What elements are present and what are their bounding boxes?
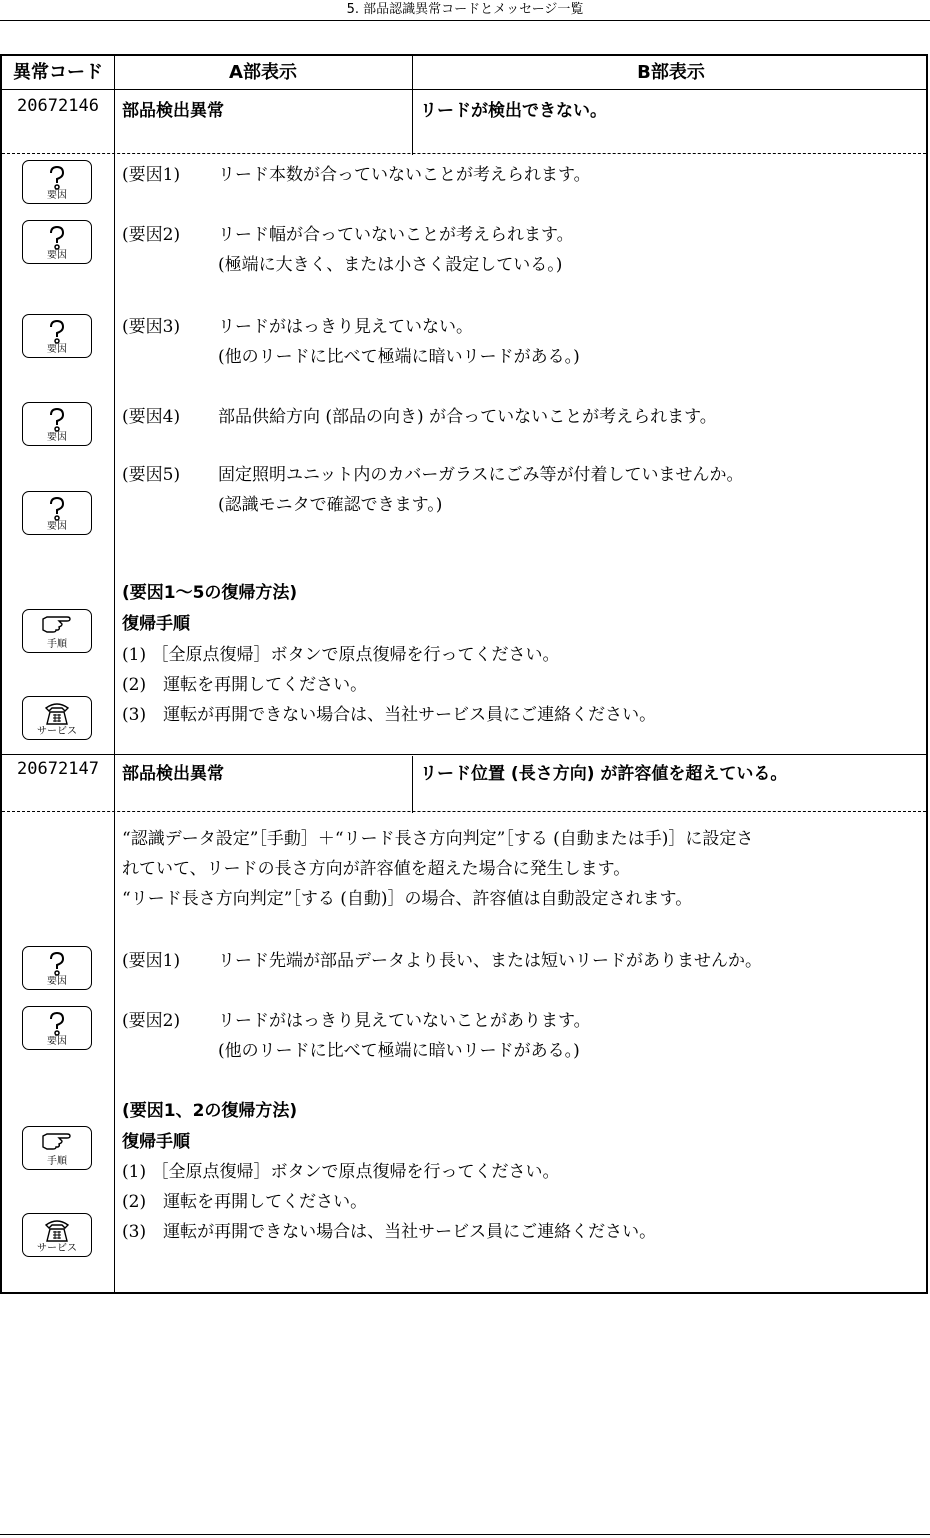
intro-line: “リード長さ方向判定”［する (自動)］の場合、許容値は自動設定されます。 [122, 889, 693, 909]
cause-icon: 要因 [22, 1006, 92, 1050]
telephone-icon: サービス [22, 1213, 92, 1257]
cause-icon: 要因 [22, 946, 92, 990]
step-line: (3) 運転が再開できない場合は、当社サービス員にご連絡ください。 [122, 1222, 657, 1242]
step-line: (3) 運転が再開できない場合は、当社サービス員にご連絡ください。 [122, 705, 657, 725]
a-display-text: 部品検出異常 [122, 764, 224, 784]
cause-icon: 要因 [22, 314, 92, 358]
recovery-heading: 復帰手順 [122, 614, 190, 634]
b-display-text: リード位置 (長さ方向) が許容値を超えている。 [420, 764, 788, 784]
a-display-text: 部品検出異常 [122, 101, 224, 121]
step-line: (1) ［全原点復帰］ボタンで原点復帰を行ってください。 [122, 645, 560, 665]
footer-rule [0, 1534, 930, 1535]
cause-line: (要因1) リード本数が合っていないことが考えられます。 [122, 165, 591, 185]
cause-subline: (認識モニタで確認できます。) [218, 495, 443, 515]
error-code: 20672146 [17, 96, 99, 116]
step-line: (1) ［全原点復帰］ボタンで原点復帰を行ってください。 [122, 1162, 560, 1182]
telephone-icon: サービス [22, 696, 92, 740]
dashed-divider [2, 153, 926, 154]
cause-line: (要因5) 固定照明ユニット内のカバーガラスにごみ等が付着していませんか。 [122, 465, 744, 485]
cause-line: (要因2) リード幅が合っていないことが考えられます。 [122, 225, 574, 245]
step-line: (2) 運転を再開してください。 [122, 675, 368, 695]
row-divider [2, 754, 926, 755]
cause-icon: 要因 [22, 491, 92, 535]
header-b-display: B部表示 [637, 62, 705, 83]
cause-subline: (極端に大きく、または小さく設定している。) [218, 255, 563, 275]
cause-icon: 要因 [22, 220, 92, 264]
cause-line: (要因4) 部品供給方向 (部品の向き) が合っていないことが考えられます。 [122, 407, 717, 427]
header-a-display: A部表示 [229, 62, 297, 83]
pointing-hand-icon: 手順 [22, 609, 92, 653]
cause-subline: (他のリードに比べて極端に暗いリードがある。) [218, 347, 580, 367]
cause-subline: (他のリードに比べて極端に暗いリードがある。) [218, 1041, 580, 1061]
column-divider [114, 56, 115, 1292]
page-header: 5. 部品認識異常コードとメッセージ一覧 [0, 0, 930, 21]
recovery-title: (要因1、2の復帰方法) [122, 1101, 298, 1121]
cause-icon: 要因 [22, 160, 92, 204]
error-code: 20672147 [17, 759, 99, 779]
cause-line: (要因2) リードがはっきり見えていないことがあります。 [122, 1011, 591, 1031]
dashed-divider [2, 811, 926, 812]
intro-line: “認識データ設定”［手動］＋“リード長さ方向判定”［する (自動または手)］に設定さ [122, 829, 754, 849]
column-divider-b [412, 756, 413, 813]
recovery-heading: 復帰手順 [122, 1132, 190, 1152]
cause-line: (要因3) リードがはっきり見えていない。 [122, 317, 473, 337]
header-code: 異常コード [13, 62, 103, 83]
step-line: (2) 運転を再開してください。 [122, 1192, 368, 1212]
b-display-text: リードが検出できない。 [420, 101, 607, 121]
recovery-title: (要因1～5の復帰方法) [122, 583, 298, 603]
pointing-hand-icon: 手順 [22, 1126, 92, 1170]
error-code-table [0, 54, 928, 1294]
cause-line: (要因1) リード先端が部品データより長い、または短いリードがありませんか。 [122, 951, 762, 971]
intro-line: れていて、リードの長さ方向が許容値を超えた場合に発生します。 [122, 859, 631, 879]
cause-icon: 要因 [22, 402, 92, 446]
